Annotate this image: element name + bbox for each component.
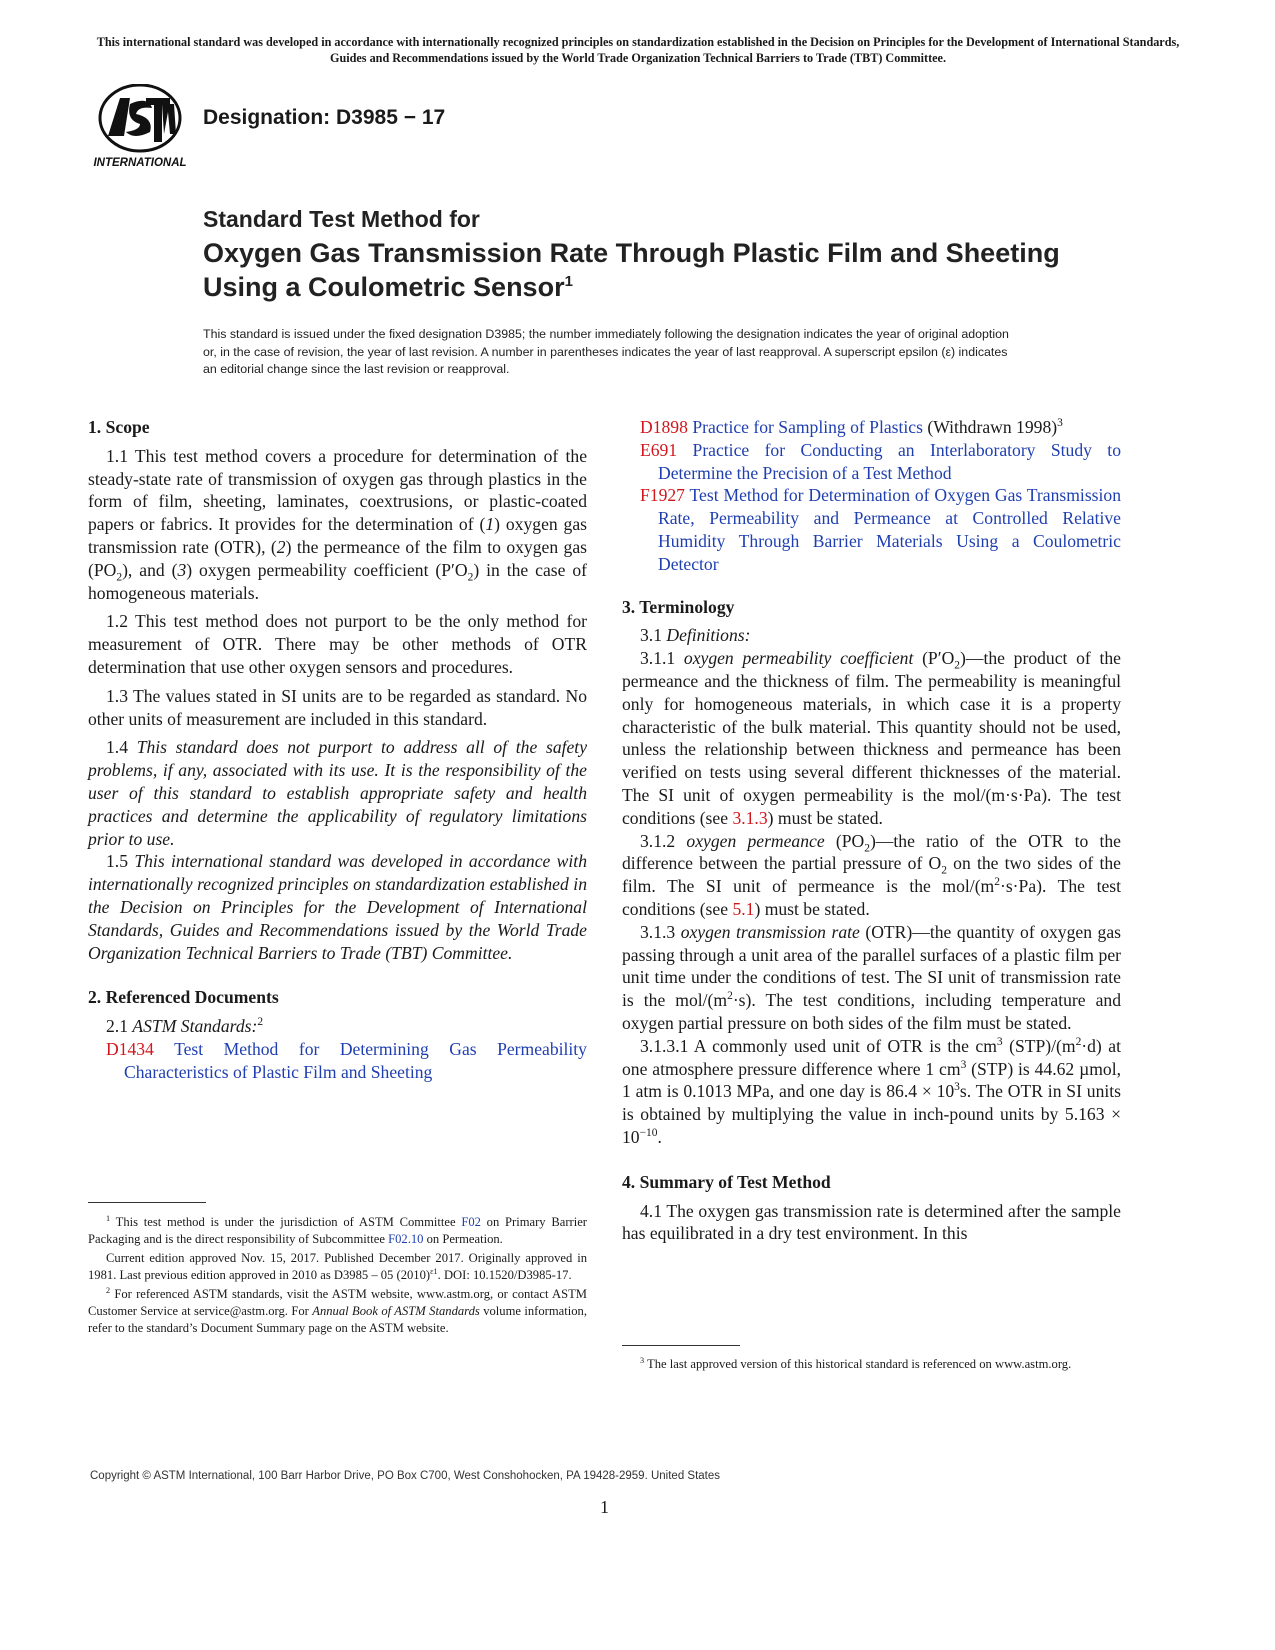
para-3-1-2-sub2: 2 [941,864,947,877]
para-3-1-2-sup: 2 [994,876,1000,889]
astm-logo [90,84,190,172]
para-2-1-text: ASTM Standards: [132,1016,258,1037]
para-3-1-3-term: oxygen transmission rate [680,921,860,942]
para-1-1-text-b: ) oxygen gas transmission rate (OTR), ( [88,514,588,557]
section-3-heading: 3. Terminology [622,596,735,617]
footnote-1-current-text: Current edition approved Nov. 15, 2017. Published December 2017. Originally approved in 1981. Last previous edition approved in 2010 as D3985 – 05 (2010) [88,1251,587,1282]
para-3-1-3-1-text-d: (STP) is 44.62 µmol, 1 atm is 0.1013 MPa, and one day is 86.4 × 10 [622,1058,1121,1102]
para-1-1-text-a: 1.1 This test method covers a procedure for determination of the steady-state rate of transmission of oxygen gas through plastics in the form of film, sheeting, laminates, coextrusions, or plastic-coated papers or fabrics. It provides for the determination of ( [88,445,587,535]
para-1-1-text-d: ), and ( [122,559,178,580]
para-1-1-sub-b: 2 [467,571,474,584]
para-1-3: 1.3 The values stated in SI units are to be regarded as standard. No other units of measurement are included in this standard. [88,685,587,729]
para-3-1-2-num: 3.1.2 [640,830,687,851]
para-3-1-3-1-text-b: (STP)/(m [1002,1035,1076,1056]
para-1-1-text-c: ) the permeance of the film to oxygen gas (PO [88,536,588,580]
footnote-1-mark: 1 [106,1213,111,1223]
title-line-1: Standard Test Method for [203,206,480,232]
para-3-1-3-text-a: (OTR)—the quantity of oxygen gas passing through a unit area of the parallel surfaces of a plastic film per unit time under the conditions of test. The SI unit of transmission rate is the mol/(m [622,921,1121,1011]
right-footnote-rule [622,1345,740,1346]
para-1-1-sub-a: 2 [116,571,123,584]
ref-d1898-code[interactable]: D1898 [640,417,688,437]
header-notice: This international standard was developed in accordance with internationally recognized principles on standardization established in the Decision on Principles for the Development of International Standards, Guides and Recommendations issued by the World Trade Organization Technical Barriers to Trade (TBT) Committee. [96,35,1180,65]
ref-d1898-title[interactable]: Practice for Sampling of Plastics [692,417,923,437]
para-1-1-i1: 1 [485,514,495,535]
ref-e691 [622,439,1121,485]
footnote-2-text-b: volume information, refer to the standard’s Document Summary page on the ASTM website. [88,1303,587,1335]
para-3-1-2-text-b: )—the ratio of the OTR to the difference between the partial pressure of O [622,830,1121,874]
left-footnotes [88,1214,587,1336]
footnote-3 [622,1356,1121,1373]
para-3-1-3-text-b: ·s). The test conditions, including temperature and oxygen partial pressure on both sides of the film must be stated. [622,990,1121,1033]
ref-d1898 [622,416,1121,439]
link-5-1[interactable]: 5.1 [732,898,755,919]
para-1-2: 1.2 This test method does not purport to be the only method for measurement of OTR. There may be other methods of OTR determination that use other oxygen sensors and procedures. [88,611,587,677]
para-3-1-3-1-text-e: s. The OTR in SI units is obtained by multiplying the value in inch-pound units by 5.163 × 10 [622,1081,1121,1147]
left-footnote-rule [88,1202,206,1203]
para-3-1-3-1-text-c: ·d) at one atmosphere pressure difference where 1 cm [622,1035,1121,1079]
designation: Designation: D3985 − 17 [203,106,446,129]
footnote-1-text-b: on Primary Barrier Packaging and is the direct responsibility of Subcommittee [88,1215,588,1246]
section-2-heading: 2. Referenced Documents [88,987,279,1008]
ref-f1927 [622,484,1121,575]
footnote-1-doi: . DOI: 10.1520/D3985-17. [437,1267,572,1282]
issued-note: This standard is issued under the fixed designation D3985; the number immediately following the designation indicates the year of original adoption or, in the case of revision, the year of last revision. A number in parentheses indicates the year of last reapproval. A superscript epsilon (ε) indicates an editorial change since the last revision or reapproval. [203,327,1009,377]
ref-d1898-sup: 3 [1057,417,1063,430]
footnote-1-link-f0210[interactable]: F02.10 [388,1231,424,1246]
footnote-1-text-c: on Permeation. [423,1231,503,1246]
para-3-1-3-1 [622,1035,1121,1149]
section-4-heading: 4. Summary of Test Method [622,1171,831,1192]
title-footnote-mark: 1 [564,273,573,290]
ref-f1927-title[interactable]: Test Method for Determination of Oxygen Gas Transmission Rate, Permeability and Permeance at Controlled Relative Humidity Through Barrier Materials Using a Coulometric Detector [658,485,1121,574]
para-1-4 [88,736,587,850]
para-1-1-text-f: ) in the case of homogeneous materials. [88,559,587,603]
footnote-3-text: The last approved version of this historical standard is referenced on www.astm.org. [647,1357,1072,1371]
para-1-5-num: 1.5 [106,851,135,872]
para-3-1-3-num: 3.1.3 [640,921,681,942]
para-3-1-2 [622,830,1121,921]
para-3-1-1-sub: 2 [954,659,960,672]
para-3-1-num: 3.1 [640,625,667,646]
para-3-1-1-term: oxygen permeability coefficient [683,648,914,669]
title-line-2 [203,236,1103,304]
para-2-1-num: 2.1 [106,1016,133,1037]
para-3-1-2-text-d: ·s·Pa). The test conditions (see [622,876,1122,919]
para-1-5 [88,850,587,964]
footnote-1 [88,1214,587,1247]
footnote-2-italic: Annual Book of ASTM Standards [312,1303,480,1318]
para-3-1-1 [622,647,1121,829]
para-3-1-1-text-c: ) must be stated. [767,807,883,828]
right-column [622,416,1121,1245]
footnote-1-epsilon: ε1 [430,1266,438,1276]
para-3-1-2-text-c: on the two sides of the film. The SI unit of permeance is the mol/(m [622,853,1121,897]
footnote-2 [88,1286,587,1336]
para-3-1-2-term: oxygen permeance [686,830,825,851]
para-3-1-3-1-sup5: −10 [639,1127,658,1140]
para-3-1-2-text-e: ) must be stated. [754,898,870,919]
ref-d1434 [88,1038,587,1084]
footnote-2-text-a: For referenced ASTM standards, visit the ASTM website, www.astm.org, or contact ASTM Customer Service at service@astm.org. For [88,1287,588,1318]
para-3-1-3-sup: 2 [727,990,733,1003]
ref-e691-code[interactable]: E691 [640,439,678,460]
document-title [203,204,1103,304]
para-1-1-i3: 3 [177,559,187,580]
footnote-2-mark: 2 [106,1286,111,1296]
para-4-1: 4.1 The oxygen gas transmission rate is determined after the sample has equilibrated in a dry test environment. In this [622,1200,1121,1244]
para-3-1-2-sub: 2 [864,842,870,855]
link-3-1-3[interactable]: 3.1.3 [732,807,768,828]
para-3-1-3 [622,921,1121,1035]
para-2-1-sup: 2 [257,1016,264,1029]
para-1-5-text: This international standard was developed in accordance with internationally recognized principles on standardization established in the Decision on Principles for the Development of International Standards, Guides and Recommendations issued by the World Trade Organization Technical Barriers to Trade (TBT) Committee. [88,851,587,963]
para-3-1-3-1-sup1: 3 [996,1035,1003,1048]
para-1-1-i2: 2 [276,536,286,557]
para-3-1-1-text-b: )—the product of the permeance and the thickness of film. The permeability is meaningful only for homogeneous materials, in which case it is a property characteristic of the bulk material. This quantity should not be used, unless the relationship between thickness and permeance has been verified on tests using several different thicknesses of the material. The SI unit of oxygen permeability is the mol/(m·s·Pa). The test conditions (see [622,648,1121,828]
para-1-1-text-e: ) oxygen permeability coefficient (P′O [186,559,468,580]
para-3-1-text: Definitions: [666,625,751,646]
para-2-1 [88,1015,587,1038]
para-3-1 [622,624,1121,647]
para-3-1-3-1-text-f: . [657,1126,662,1147]
para-1-4-num: 1.4 [106,737,137,758]
para-1-4-text: This standard does not purport to address all of the safety problems, if any, associated with its use. It is the responsibility of the user of this standard to establish appropriate safety and health practices and determine the applicability of regulatory limitations prior to use. [88,737,588,849]
right-footnotes [622,1356,1121,1373]
footnote-1-link-f02[interactable]: F02 [461,1215,481,1229]
section-1-heading: 1. Scope [88,417,150,437]
left-column [88,416,587,1084]
ref-f1927-code[interactable]: F1927 [640,485,685,506]
para-3-1-1-num: 3.1.1 [640,648,684,669]
para-3-1-3-1-sup2: 2 [1075,1035,1082,1048]
footnote-1-current [88,1250,587,1283]
ref-e691-title[interactable]: Practice for Conducting an Interlaboratory Study to Determine the Precision of a Test Method [658,439,1121,483]
para-3-1-1-text-a: (P′O [913,648,955,669]
para-3-1-2-text-a: (PO [824,830,865,851]
ref-d1434-code[interactable]: D1434 [106,1038,154,1059]
copyright: Copyright © ASTM International, 100 Barr Harbor Drive, PO Box C700, West Conshohocken, PA 19428-2959. United States [90,1470,721,1482]
para-1-1 [88,445,587,605]
para-3-1-3-1-text-a: 3.1.3.1 A commonly used unit of OTR is the cm [640,1035,997,1056]
logo-text: INTERNATIONAL [93,157,187,169]
ref-d1898-withdrawn: (Withdrawn 1998) [922,417,1058,437]
astm-logo-icon [90,84,190,172]
para-3-1-3-1-sup3: 3 [960,1058,967,1071]
footnote-3-mark: 3 [640,1355,645,1365]
para-3-1-3-1-sup4: 3 [954,1081,960,1094]
footnote-1-text-a: This test method is under the jurisdiction of ASTM Committee [115,1215,462,1229]
ref-d1434-title[interactable]: Test Method for Determining Gas Permeability Characteristics of Plastic Film and Sheeting [124,1038,587,1082]
title-main: Oxygen Gas Transmission Rate Through Plastic Film and Sheeting Using a Coulometric Sensor [203,238,1060,302]
page-number: 1 [600,1497,609,1517]
